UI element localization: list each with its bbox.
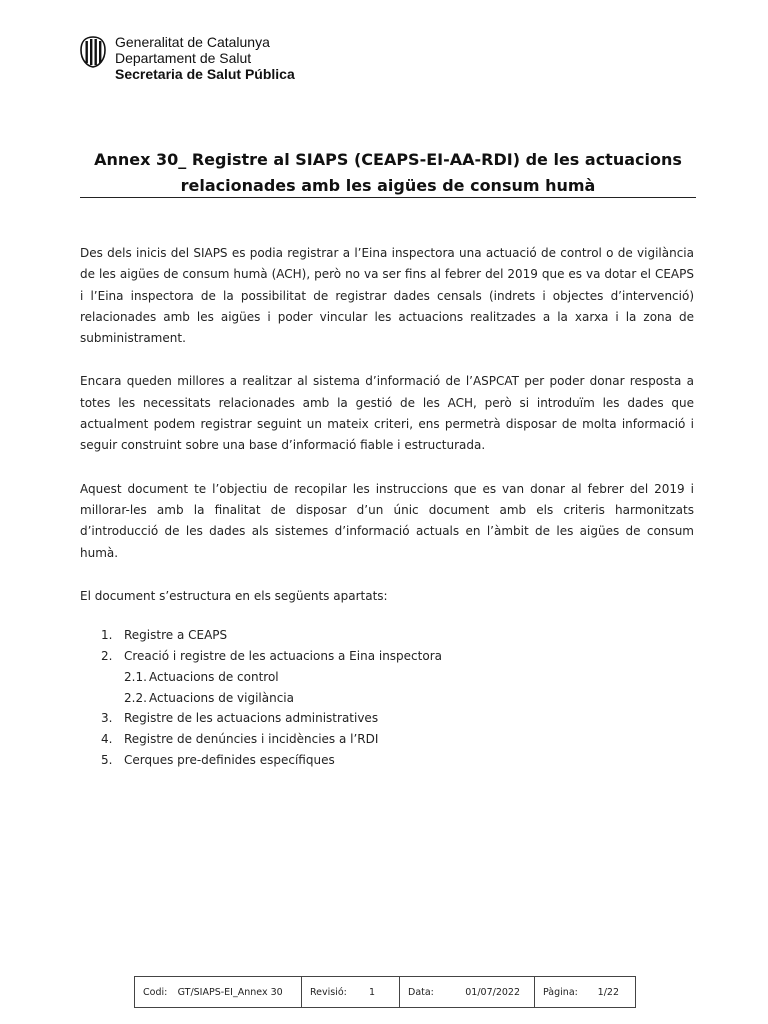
list-number: 4. (101, 732, 113, 747)
title-line-2: relacionades amb les aigües de consum humà (180, 176, 596, 195)
footer-data-cell (400, 977, 535, 1007)
paragraph-4: El document s’estructura en els següents apartats: (80, 588, 388, 603)
list-number: 1. (101, 628, 113, 643)
footer-pagina-cell (535, 977, 635, 1007)
list-subitem (80, 667, 694, 688)
list-item (80, 646, 694, 667)
footer-table (134, 976, 636, 1008)
list-text: Registre de denúncies i incidències a l’RDI (124, 732, 379, 747)
list-number: 2. (101, 648, 113, 663)
pagina-label: Pàgina: (543, 986, 578, 998)
list-text: Actuacions de control (149, 669, 279, 684)
data-value: 01/07/2022 (465, 986, 520, 998)
codi-label: Codi: (143, 986, 168, 998)
list-text: Creació i registre de les actuacions a Eina inspectora (124, 648, 442, 663)
org-line-1: Generalitat de Catalunya (115, 34, 270, 50)
document-header (80, 34, 295, 82)
footer-revisio-cell (302, 977, 400, 1007)
paragraph-2: Encara queden millores a realitzar al sistema d’informació de l’ASPCAT per poder donar resposta a totes les necessitats relacionades amb la gestió de les ACH, però si introduïm les dades que actualment podem registrar seguint un mateix criteri, ens permetrà disposar de molta informació i seguir construint sobre una base d’informació fiable i estructurada. (80, 374, 694, 453)
revisio-value: 1 (368, 986, 375, 998)
list-number: 2.2. (124, 690, 147, 705)
list-subitem (80, 688, 694, 709)
list-text: Registre de les actuacions administratives (124, 711, 379, 726)
list-text: Registre a CEAPS (124, 628, 228, 643)
list-item (80, 708, 694, 729)
paragraph-3: Aquest document te l’objectiu de recopilar les instruccions que es van donar al febrer del 2019 i millorar-les amb la finalitat de disposar d’un únic document amb els criteris harmonitzats d’introducció de les dades als sistemes d’informació actuals en l’àmbit de les aigües de consum humà. (80, 481, 694, 560)
organization-name (115, 34, 295, 82)
list-text: Cerques pre-definides específiques (124, 752, 335, 767)
document-body (80, 243, 694, 771)
data-label: Data: (408, 986, 434, 998)
paragraph-1: Des dels inicis del SIAPS es podia registrar a l’Eina inspectora una actuació de control o de vigilància de les aigües de consum humà (ACH), però no va ser fins al febrer del 2019 que es va dotar el CEAPS i l’Eina inspectora de la possibilitat de registrar dades censals (indrets i objectes d’intervenció) relacionades amb les aigües i poder vincular les actuacions realitzades a la xarxa i la zona de subministrament. (80, 246, 694, 346)
section-list (80, 625, 694, 771)
list-item (80, 750, 694, 771)
list-number: 3. (101, 711, 113, 726)
list-item (80, 625, 694, 646)
footer-codi-cell (135, 977, 302, 1007)
list-number: 5. (101, 752, 113, 767)
document-title (80, 147, 696, 199)
codi-value: GT/SIAPS-EI_Annex 30 (177, 986, 283, 998)
org-line-3: Secretaria de Salut Pública (115, 66, 295, 82)
list-text: Actuacions de vigilància (149, 690, 294, 705)
revisio-label: Revisió: (310, 986, 347, 998)
list-number: 2.1. (124, 669, 147, 684)
pagina-value: 1/22 (597, 986, 619, 998)
title-line-1: Annex 30_ Registre al SIAPS (CEAPS-EI-AA-RDI) de les actuacions (94, 150, 682, 169)
list-item (80, 729, 694, 750)
title-underline (80, 197, 696, 198)
org-line-2: Departament de Salut (115, 50, 252, 66)
generalitat-logo-icon (80, 36, 106, 68)
